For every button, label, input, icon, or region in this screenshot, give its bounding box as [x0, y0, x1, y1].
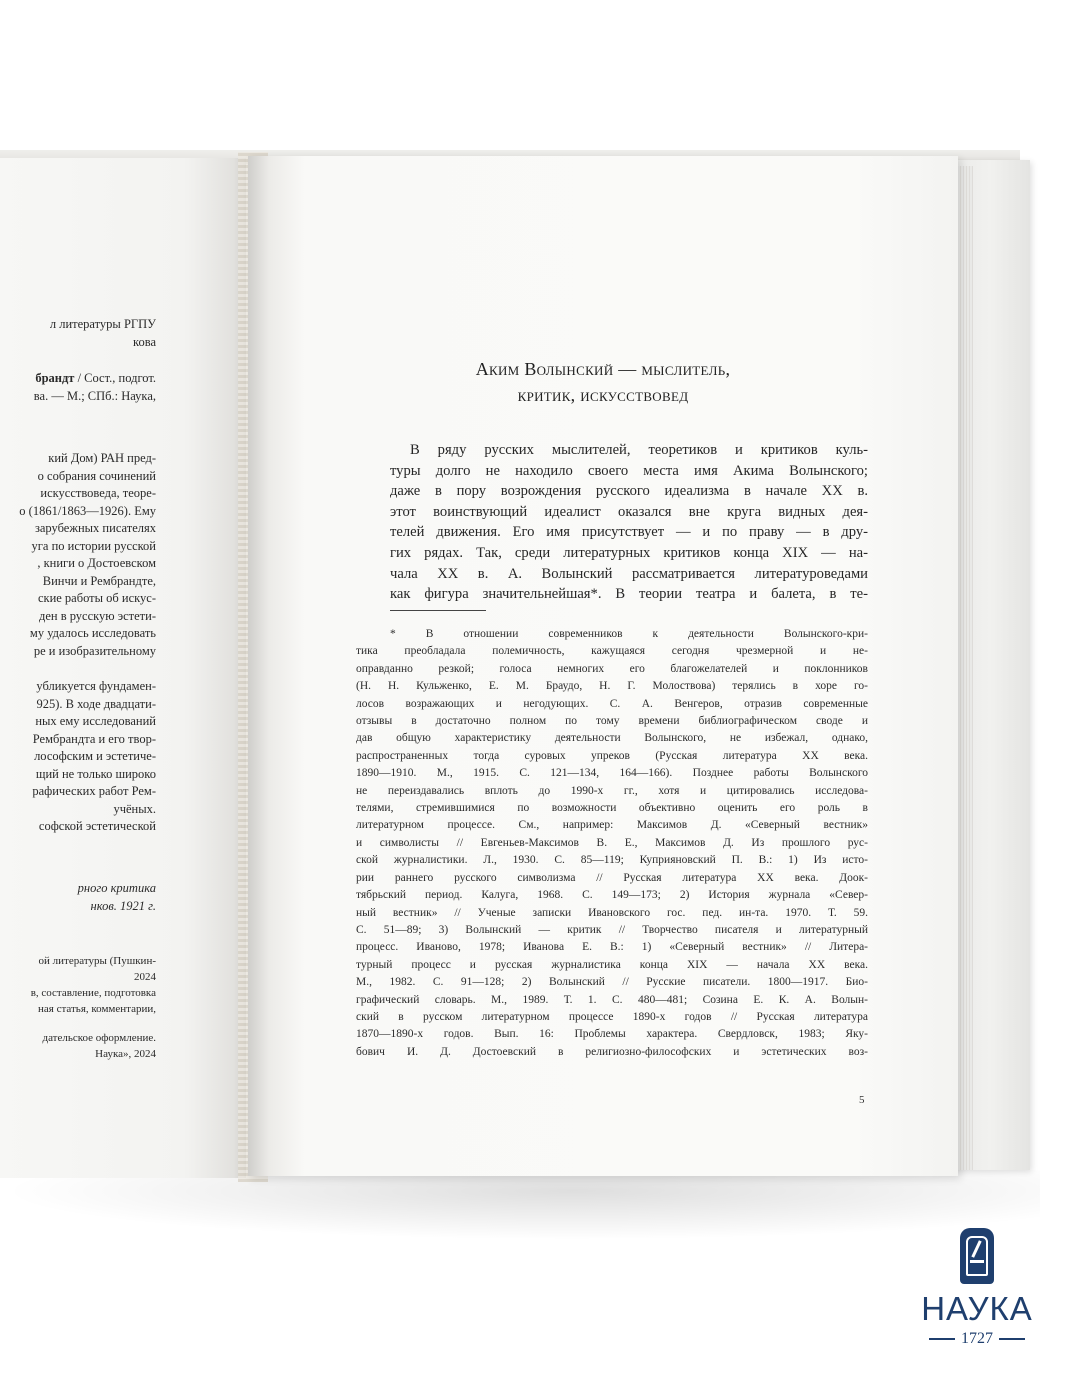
- left-page-imprint-a: ой литературы (Пушкин- 2024 в, составление, подготовка ная статья, комментарии,: [30, 955, 156, 1015]
- body-paragraph: В ряду русских мыслителей, теоретиков и критиков куль- туры долго не находило своего места имя Акима Волынского; даже в пору возрождения русского идеализма в начале XX в. этот воинствующий идеалист оказался вне круга видных дея- телей движения. Его имя присутствует — и по праву — в дру- гих рядах. Так, среди литературных критиков конца XIX — на- чала XX в. А. Волынский рассматривается литературоведами как фигура значительнейшая*. В теории театра и балета, в те-: [390, 442, 868, 603]
- publisher-logo: [912, 1228, 1042, 1358]
- left-page-caption: рного критика нков. 1921 г.: [77, 881, 156, 913]
- left-page-block-a: л литературы РГПУ кова: [49, 317, 156, 349]
- book-shadow: [0, 1170, 1040, 1240]
- footnote-rule: [390, 610, 486, 611]
- left-page-block-d: убликуется фундамен- 925). В ходе двадцати- ных ему исследований Рембрандта и его твор- лософским и эстетиче- щий не только широко рафических работ Рем- учёных. софской эстетической: [32, 679, 156, 833]
- book-emblem-icon: [960, 1228, 994, 1284]
- left-page-imprint-b: дательское оформление. Наука», 2024: [42, 1032, 156, 1060]
- page-number: 5: [859, 1094, 865, 1106]
- right-page: [248, 156, 958, 1176]
- footnote: * В отношении современников к деятельности Волынского-кри- тика преобладала полемичность, кажущаяся сегодня чрезмерной и не- оправданно резкой; голоса немногих его благожелателей и поклонников (Н. Н. Кульженко, Е. М. Браудо, Н. Г. Молоствова) терялись в хоре го- лосов возражающих и негодующих. С. А. Венгеров, отразив современные отзывы в достаточно полном по тому времени библиографическом своде и дав общую характеристику деятельности Волынского, не избежал, однако, распространенных тогда суровых упреков (Русская литература XX века. 1890—1910. М., 1915. С. 121—134, 164—166). Позднее работы Волынского не переиздавались вплоть до 1990-х гг., хотя и цитировались исследова- телями, стремившимися по возможности объективно оценить его роль в литературном процессе. См., например: Максимов Д. «Северный вестник» и символисты // Евгеньев-Максимов В. Е., Максимов Д. Из прошлого рус- ской журналистики. Л., 1930. С. 85—119; Куприяновский П. В.: 1) Из исто- рии раннего русского символизма // Русская литература XX века. Доок- тябрьский период. Калуга, 1968. С. 149—173; 2) История журнала «Север- ный вестник» // Ученые записки Ивановского гос. пед. ин-та. 1970. Т. 59. С. 51—89; 3) Волынский — критик // Творчество писателя и литературный процесс. Иваново, 1978; Иванова Е. В.: 1) «Северный вестник» // Литера- турный процесс и русская журналистика конца XIX — начала XX века. М., 1982. С. 91—128; 2) Волынский // Русские писатели. 1800—1917. Био- графический словарь. М., 1989. Т. 1. С. 480—481; Созина Е. К. А. Волын- ский в русском литературном процессе 1890-х годов // Русская литература 1870—1890-х годов. Вып. 16: Проблемы характера. Свердловск, 1983; Яку- бович И. Д. Достоевский в религиозно-философских и эстетических воз-: [356, 628, 868, 1058]
- publisher-name: НАУКА: [921, 1290, 1033, 1327]
- left-page-block-b: брандт / Сост., подгот. ва. — М.; СПб.: Наука,: [33, 371, 156, 403]
- left-page: [0, 158, 246, 1178]
- chapter-heading: Аким Волынский — мыслитель, критик, искусствовед: [475, 359, 731, 405]
- left-page-block-c: кий Дом) РАН пред- о собрания сочинений искусствоведа, теоре- о (1861/1863—1926). Ему зарубежных писателях уга по истории русской , книги о Достоевском Винчи и Рембрандте, ские работы об искус- ден в русскую эстети- му удалось исследовать ре и изобразительному: [19, 451, 156, 658]
- publisher-year: 1727: [912, 1330, 1042, 1348]
